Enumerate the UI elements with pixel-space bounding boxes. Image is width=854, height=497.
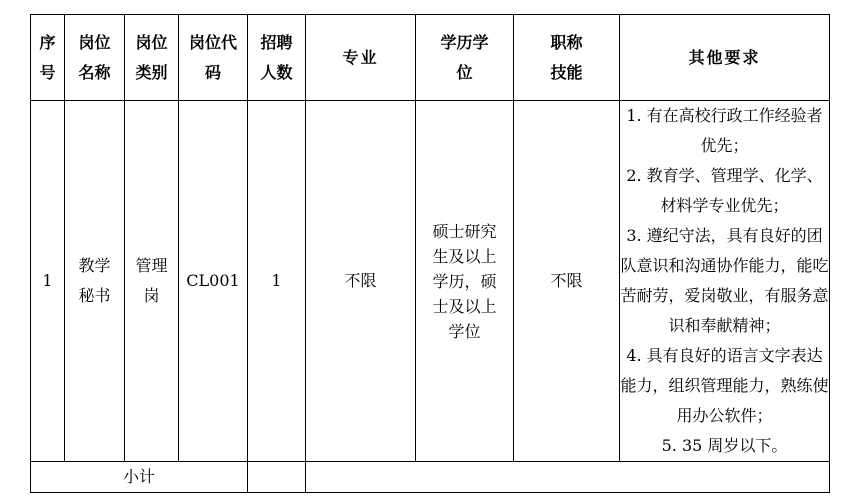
cell-post-type: 管理岗 — [125, 101, 179, 462]
header-count: 招聘人数 — [248, 15, 306, 101]
cell-other-requirements — [620, 101, 830, 462]
header-degree: 学历学位 — [416, 15, 514, 101]
cell-title-skill: 不限 — [514, 101, 620, 462]
header-other: 其他要求 — [620, 15, 830, 101]
table-row — [31, 101, 830, 462]
summary-label: 小计 — [31, 462, 248, 493]
requirement-item: 3. 遵纪守法，具有良好的团队意识和沟通协作能力，能吃苦耐劳，爱岗敬业，有服务意识和奉献精神； — [620, 226, 829, 335]
header-row — [31, 15, 830, 101]
cell-seq: 1 — [31, 101, 65, 462]
summary-count — [248, 462, 306, 493]
header-title-skill: 职称技能 — [514, 15, 620, 101]
requirement-item: 4. 具有良好的语言文字表达能力，组织管理能力，熟练使用办公软件； — [620, 346, 829, 425]
header-post-code: 岗位代码 — [179, 15, 248, 101]
recruitment-table — [30, 14, 830, 493]
requirement-item: 2. 教育学、管理学、化学、材料学专业优先； — [626, 166, 823, 215]
header-seq: 序号 — [31, 15, 65, 101]
summary-row — [31, 462, 830, 493]
header-major: 专业 — [306, 15, 416, 101]
requirement-item: 1. 有在高校行政工作经验者优先； — [626, 106, 823, 155]
header-post-name: 岗位名称 — [65, 15, 125, 101]
cell-major: 不限 — [306, 101, 416, 462]
cell-degree: 硕士研究生及以上学历，硕士及以上学位 — [416, 101, 514, 462]
cell-count: 1 — [248, 101, 306, 462]
cell-post-name: 教学秘书 — [65, 101, 125, 462]
requirement-item: 5. 35 周岁以下。 — [661, 436, 788, 455]
summary-rest — [306, 462, 830, 493]
cell-post-code: CL001 — [179, 101, 248, 462]
header-post-type: 岗位类别 — [125, 15, 179, 101]
